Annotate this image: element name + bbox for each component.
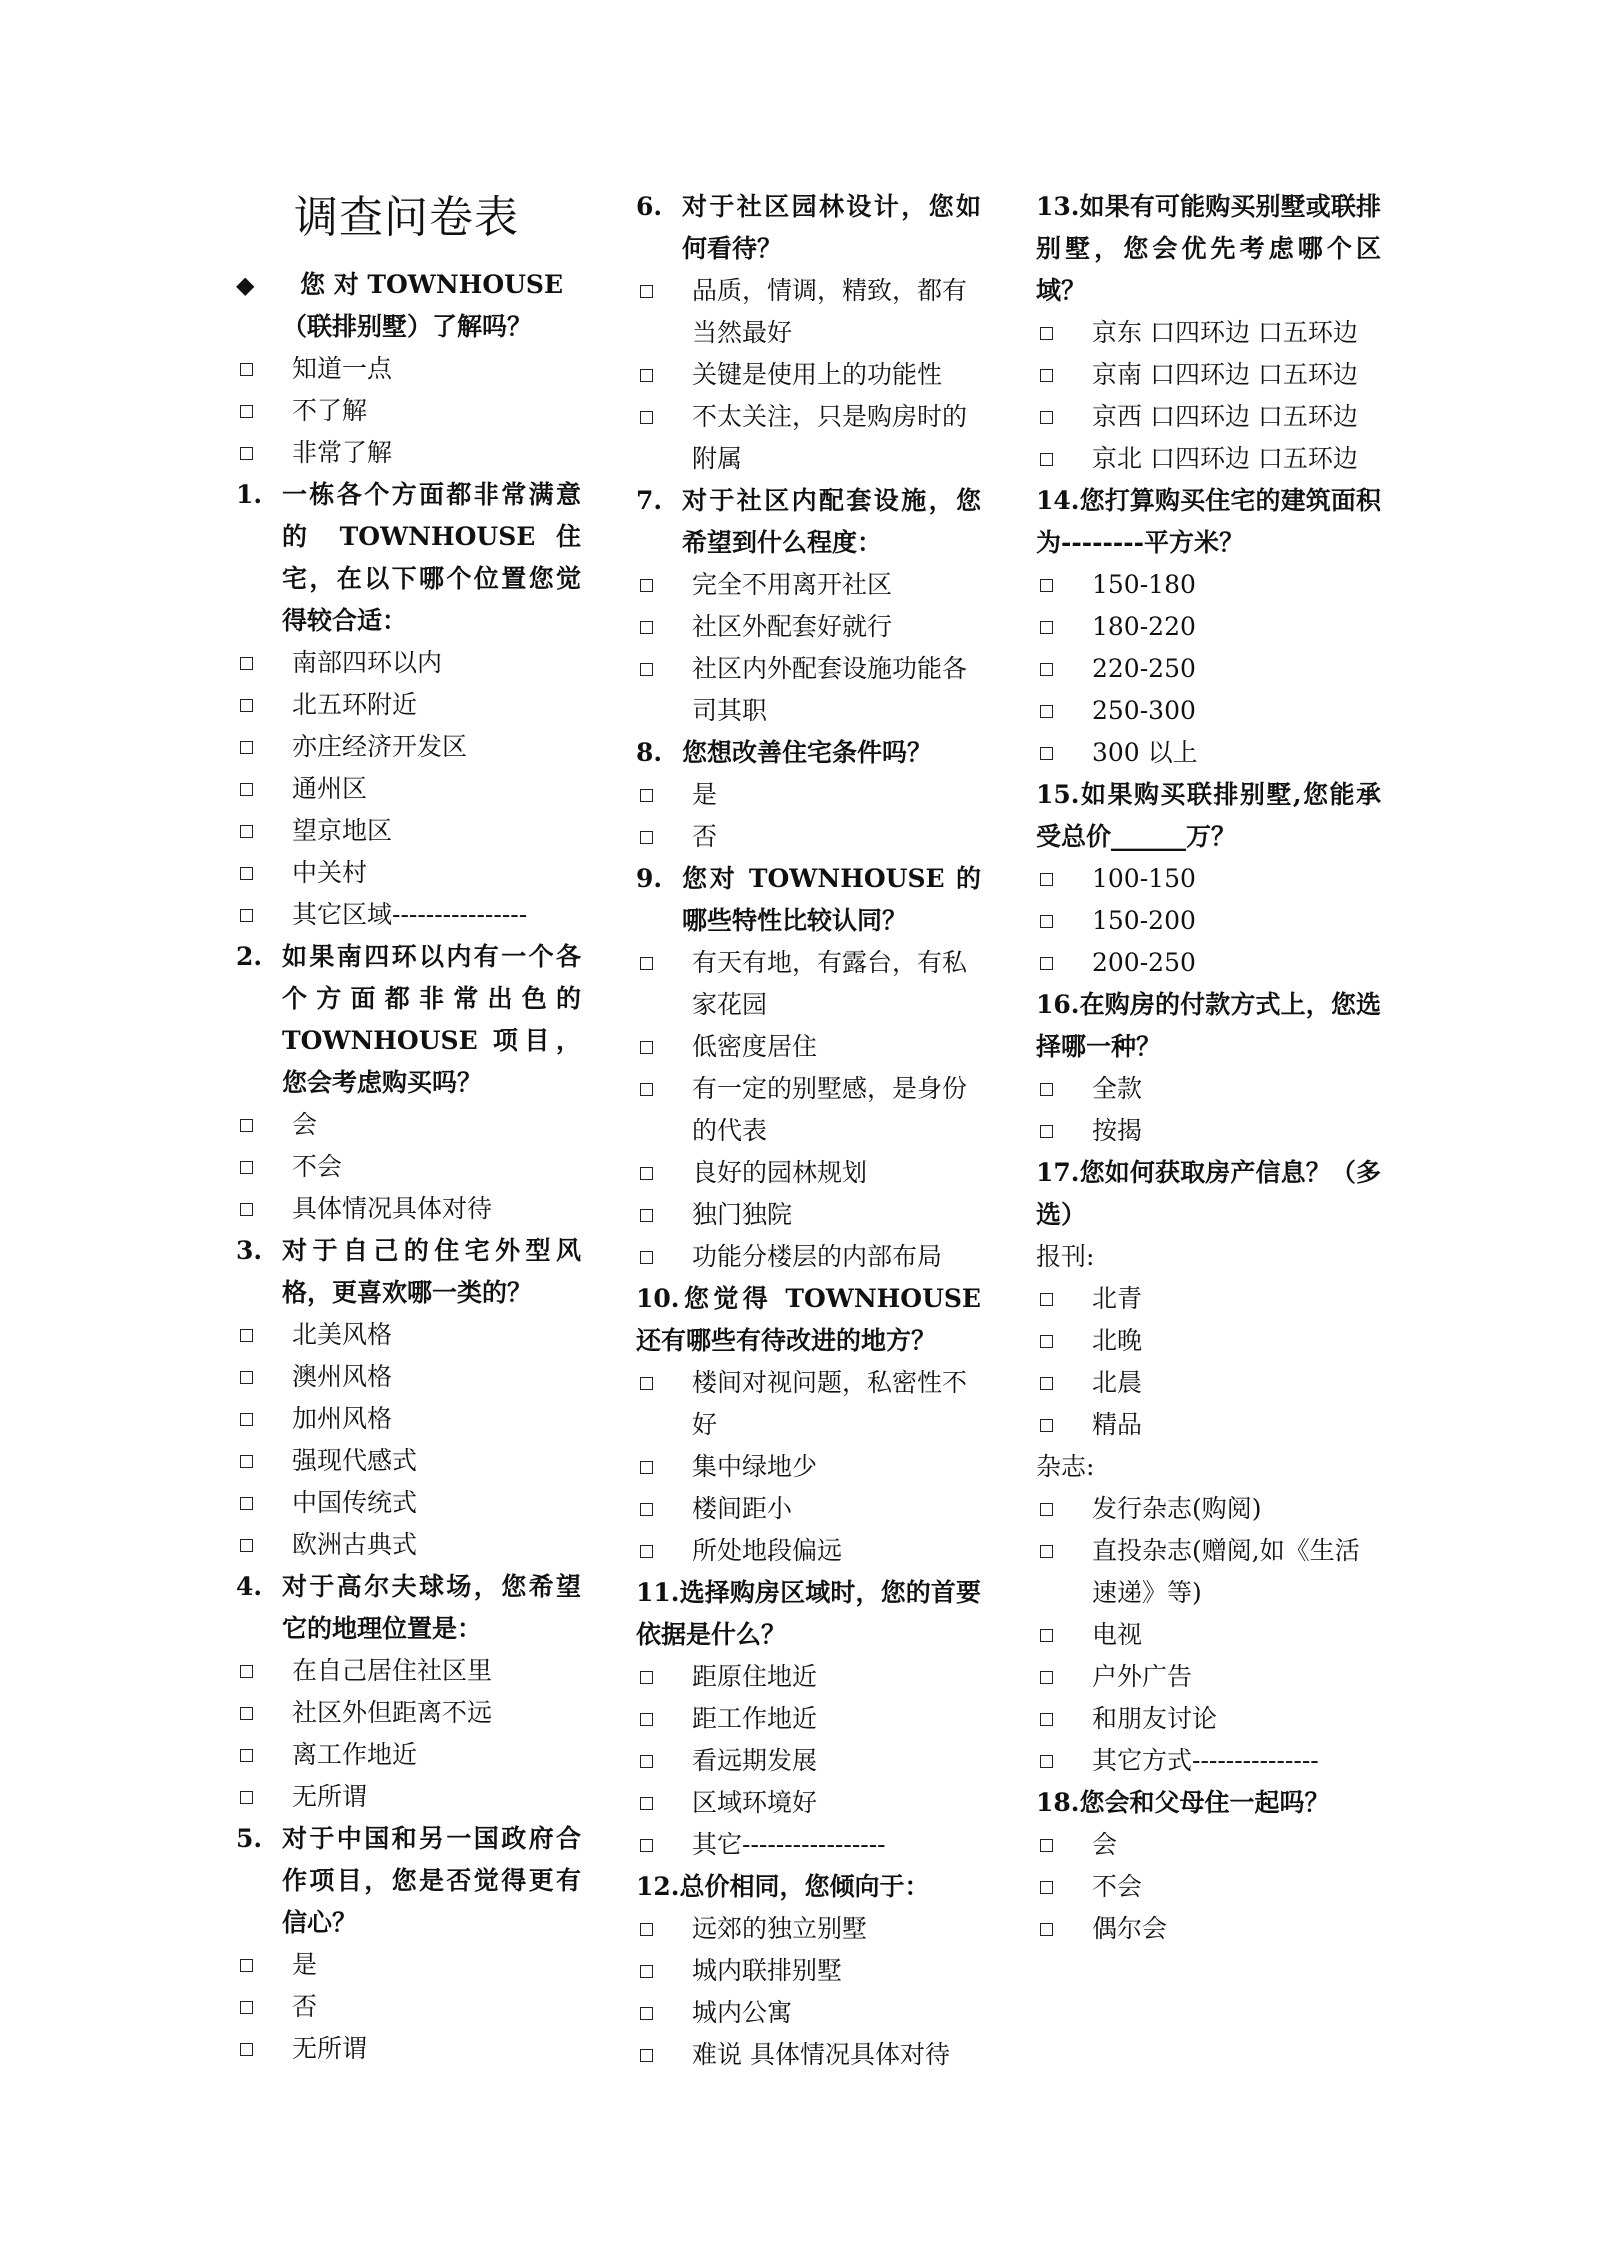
question-text: 17.您如何获取房产信息？（多选） [1036,1158,1381,1229]
option-item[interactable] [236,1524,581,1566]
option-item[interactable] [636,1950,981,1992]
option-item[interactable] [1036,1110,1381,1152]
option-item[interactable] [636,1530,981,1572]
option-item[interactable] [236,642,581,684]
option-item[interactable] [1036,942,1381,984]
option-item[interactable] [1036,1530,1381,1614]
question [1036,984,1381,1068]
question [1036,480,1381,564]
option-label: 是 [292,1950,318,1979]
option-label: 强现代感式 [292,1446,418,1475]
option-label: 150-200 [1092,906,1196,935]
checkbox-icon[interactable] [1036,1068,1092,1110]
checkbox-icon[interactable] [636,1740,692,1782]
option-label: 加州风格 [292,1404,393,1433]
option-label: 京东 口四环边 口五环边 [1092,318,1358,347]
checkbox-icon[interactable] [636,774,692,816]
option-label: 澳州风格 [292,1362,393,1391]
option-label: 北晨 [1092,1368,1143,1397]
option-item[interactable] [236,1734,581,1776]
option-item[interactable] [236,348,581,390]
checkbox-icon[interactable] [636,1068,692,1152]
checkbox-icon[interactable] [636,1992,692,2034]
option-label: 社区外配套好就行 [692,612,893,641]
option-item[interactable] [1036,1866,1381,1908]
option-label: 否 [692,822,718,851]
option-item[interactable] [1036,1404,1381,1446]
option-item[interactable] [236,768,581,810]
question-number: 2. [236,942,263,971]
option-label: 不太关注，只是购房时的附属 [692,402,968,473]
question-text: 您对 TOWNHOUSE 的哪些特性比较认同？ [682,864,981,935]
checkbox-icon[interactable] [1036,1404,1092,1446]
checkbox-icon[interactable] [236,432,292,474]
question-text: 一栋各个方面都非常满意的 TOWNHOUSE 住宅，在以下哪个位置您觉得较合适： [282,480,581,635]
checkbox-icon[interactable] [636,564,692,606]
option-item[interactable] [236,684,581,726]
option-label: 不会 [292,1152,343,1181]
checkbox-icon[interactable] [636,1488,692,1530]
checkbox-icon[interactable] [1036,1320,1092,1362]
option-label: 集中绿地少 [692,1452,818,1481]
option-label: 楼间对视问题，私密性不好 [692,1368,968,1439]
option-item[interactable] [636,1152,981,1194]
option-item[interactable] [1036,1068,1381,1110]
option-item[interactable] [636,1362,981,1446]
checkbox-icon[interactable] [1036,564,1092,606]
option-label: 会 [1092,1830,1118,1859]
question-number: 9. [636,864,663,893]
option-label: 具体情况具体对待 [292,1194,493,1223]
checkbox-icon[interactable] [636,1446,692,1488]
option-label: 200-250 [1092,948,1196,977]
checkbox-icon[interactable] [236,348,292,390]
option-item[interactable] [236,1440,581,1482]
checkbox-icon[interactable] [636,816,692,858]
option-label: 距工作地近 [692,1704,818,1733]
option-item[interactable] [1036,1656,1381,1698]
option-item[interactable] [236,1692,581,1734]
option-label: 会 [292,1110,318,1139]
option-label: 其它----------------- [692,1830,886,1859]
option-item[interactable] [636,1824,981,1866]
checkbox-icon[interactable] [636,1026,692,1068]
question-text: 对于自己的住宅外型风格，更喜欢哪一类的？ [282,1236,581,1307]
option-item[interactable] [236,810,581,852]
question [1036,1782,1381,1824]
option-item[interactable] [236,390,581,432]
option-item[interactable] [1036,732,1381,774]
question-text: 11.选择购房区域时，您的首要依据是什么？ [636,1578,981,1649]
option-item[interactable] [1036,1614,1381,1656]
checkbox-icon[interactable] [236,684,292,726]
question-text: 如果南四环以内有一个各个方面都非常出色的 TOWNHOUSE 项目，您会考虑购买吗？ [282,942,581,1097]
checkbox-icon[interactable] [1036,1824,1092,1866]
option-item[interactable] [1036,1908,1381,1950]
option-label: 望京地区 [292,816,393,845]
checkbox-icon[interactable] [1036,1530,1092,1614]
option-item[interactable] [636,606,981,648]
checkbox-icon[interactable] [1036,1740,1092,1782]
checkbox-icon[interactable] [236,2028,292,2070]
option-item[interactable] [1036,606,1381,648]
option-label: 区域环境好 [692,1788,818,1817]
question-number: 3. [236,1236,263,1265]
question [236,474,581,642]
question-text: 对于高尔夫球场，您希望它的地理位置是： [282,1572,581,1643]
option-label: 全款 [1092,1074,1143,1103]
question-number: 8. [636,738,663,767]
question-text: 您想改善住宅条件吗？ [682,738,933,767]
question [636,858,981,942]
option-label: 远郊的独立别墅 [692,1914,868,1943]
option-label: 距原住地近 [692,1662,818,1691]
question [636,186,981,270]
checkbox-icon[interactable] [236,1146,292,1188]
option-label: 亦庄经济开发区 [292,732,468,761]
option-label: 完全不用离开社区 [692,570,893,599]
checkbox-icon[interactable] [236,390,292,432]
question-text: 10.您觉得 TOWNHOUSE 还有哪些有待改进的地方？ [636,1284,981,1355]
checkbox-icon[interactable] [236,768,292,810]
option-label: 低密度居住 [692,1032,818,1061]
option-item[interactable] [236,1356,581,1398]
option-item[interactable] [636,564,981,606]
option-item[interactable] [636,1908,981,1950]
option-label: 看远期发展 [692,1746,818,1775]
question [236,264,581,348]
checkbox-icon[interactable] [1036,438,1092,480]
option-label: 有天有地，有露台，有私家花园 [692,948,968,1019]
question-text: 16.在购房的付款方式上，您选择哪一种？ [1036,990,1381,1061]
option-item[interactable] [636,1782,981,1824]
question-text: 18.您会和父母住一起吗？ [1036,1788,1330,1817]
checkbox-icon[interactable] [636,1950,692,1992]
checkbox-icon[interactable] [1036,900,1092,942]
option-item[interactable] [236,1314,581,1356]
checkbox-icon[interactable] [636,648,692,732]
option-item[interactable] [1036,438,1381,480]
option-item[interactable] [1036,1824,1381,1866]
checkbox-icon[interactable] [236,1314,292,1356]
question [236,1818,581,1944]
checkbox-icon[interactable] [236,1482,292,1524]
question-number: 7. [636,486,663,515]
checkbox-icon[interactable] [636,1152,692,1194]
option-label: 北美风格 [292,1320,393,1349]
question-text: 15.如果购买联排别墅,您能承受总价______万？ [1036,780,1381,851]
column-2 [636,186,981,2076]
checkbox-icon[interactable] [1036,1908,1092,1950]
option-item[interactable] [236,1398,581,1440]
question [236,936,581,1104]
checkbox-icon[interactable] [1036,942,1092,984]
option-label: 发行杂志(购阅) [1092,1494,1262,1523]
option-item[interactable] [1036,1362,1381,1404]
question-text: 您 对 TOWNHOUSE （联排别墅）了解吗？ [282,270,564,341]
option-label: 在自己居住社区里 [292,1656,493,1685]
option-label: 180-220 [1092,612,1196,641]
option-item[interactable] [236,1650,581,1692]
option-label: 户外广告 [1092,1662,1193,1691]
option-label: 中国传统式 [292,1488,418,1517]
option-item[interactable] [636,1992,981,2034]
option-label: 功能分楼层的内部布局 [692,1242,943,1271]
option-label: 220-250 [1092,654,1196,683]
option-label: 城内公寓 [692,1998,793,2027]
question [636,732,981,774]
option-label: 是 [692,780,718,809]
option-item[interactable] [636,1446,981,1488]
option-label: 直投杂志(赠阅,如《生活速递》等) [1092,1536,1360,1607]
checkbox-icon[interactable] [236,1104,292,1146]
checkbox-icon[interactable] [236,1524,292,1566]
question [636,1278,981,1362]
group-label: 报刊: [1036,1242,1095,1271]
option-label: 否 [292,1992,318,2021]
option-label: 100-150 [1092,864,1196,893]
option-label: 300 以上 [1092,738,1198,767]
option-item[interactable] [236,894,581,936]
option-item[interactable] [636,648,981,732]
checkbox-icon[interactable] [236,1692,292,1734]
option-item[interactable] [636,816,981,858]
checkbox-icon[interactable] [1036,690,1092,732]
checkbox-icon[interactable] [1036,1614,1092,1656]
checkbox-icon[interactable] [636,1824,692,1866]
checkbox-icon[interactable] [636,270,692,354]
checkbox-icon[interactable] [1036,354,1092,396]
checkbox-icon[interactable] [636,1362,692,1446]
option-label: 所处地段偏远 [692,1536,843,1565]
option-item[interactable] [636,942,981,1026]
option-label: 难说 具体情况具体对待 [692,2040,950,2069]
question-number: 6. [636,192,663,221]
option-item[interactable] [236,432,581,474]
checkbox-icon[interactable] [636,1908,692,1950]
option-label: 不会 [1092,1872,1143,1901]
checkbox-icon[interactable] [236,1776,292,1818]
checkbox-icon[interactable] [1036,1278,1092,1320]
option-label: 通州区 [292,774,368,803]
option-label: 和朋友讨论 [1092,1704,1218,1733]
checkbox-icon[interactable] [1036,1656,1092,1698]
checkbox-icon[interactable] [1036,1110,1092,1152]
checkbox-icon[interactable] [236,1944,292,1986]
option-label: 中关村 [292,858,368,887]
option-item[interactable] [636,1068,981,1152]
option-item[interactable] [236,1986,581,2028]
checkbox-icon[interactable] [1036,396,1092,438]
question [636,480,981,564]
option-label: 按揭 [1092,1116,1143,1145]
option-label: 北青 [1092,1284,1143,1313]
option-item[interactable] [236,1482,581,1524]
checkbox-icon[interactable] [236,1356,292,1398]
option-item[interactable] [236,726,581,768]
group-label: 杂志: [1036,1452,1095,1481]
checkbox-icon[interactable] [1036,1698,1092,1740]
option-item[interactable] [236,1104,581,1146]
option-item[interactable] [1036,354,1381,396]
option-item[interactable] [1036,690,1381,732]
option-item[interactable] [1036,1488,1381,1530]
option-item[interactable] [1036,648,1381,690]
option-item[interactable] [236,1188,581,1230]
question [636,1572,981,1656]
column-3 [1036,186,1381,1950]
column-1 [236,186,581,2070]
checkbox-icon[interactable] [236,1188,292,1230]
question-text: 对于中国和另一国政府合作项目，您是否觉得更有信心？ [282,1824,581,1937]
checkbox-icon[interactable] [236,642,292,684]
option-item[interactable] [636,1026,981,1068]
question-text: 对于社区园林设计，您如何看待？ [682,192,981,263]
option-label: 无所谓 [292,2034,368,2063]
page-title: 调查问卷表 [294,192,519,243]
option-item[interactable] [636,270,981,354]
question-text: 14.您打算购买住宅的建筑面积为--------平方米？ [1036,486,1381,557]
question [236,1566,581,1650]
option-item[interactable] [1036,312,1381,354]
checkbox-icon[interactable] [236,726,292,768]
checkbox-icon[interactable] [1036,648,1092,690]
option-item[interactable] [636,774,981,816]
option-item[interactable] [236,1776,581,1818]
question-text: 13.如果有可能购买别墅或联排别墅，您会优先考虑哪个区域？ [1036,192,1381,305]
option-label: 偶尔会 [1092,1914,1168,1943]
option-label: 京南 口四环边 口五环边 [1092,360,1358,389]
option-item[interactable] [636,1194,981,1236]
checkbox-icon[interactable] [636,942,692,1026]
option-label: 其它方式--------------- [1092,1746,1319,1775]
option-item[interactable] [636,1698,981,1740]
checkbox-icon[interactable] [236,1986,292,2028]
question [1036,774,1381,858]
option-item[interactable] [1036,396,1381,438]
question-text: 对于社区内配套设施，您希望到什么程度： [682,486,981,557]
option-label: 有一定的别墅感，是身份的代表 [692,1074,968,1145]
checkbox-icon[interactable] [1036,732,1092,774]
checkbox-icon[interactable] [636,1194,692,1236]
option-label: 社区外但距离不远 [292,1698,493,1727]
checkbox-icon[interactable] [636,2034,692,2076]
option-item[interactable] [236,1944,581,1986]
option-label: 精品 [1092,1410,1143,1439]
checkbox-icon[interactable] [1036,1488,1092,1530]
option-item[interactable] [636,2034,981,2076]
option-label: 京西 口四环边 口五环边 [1092,402,1358,431]
option-label: 北晚 [1092,1326,1143,1355]
checkbox-icon[interactable] [636,1782,692,1824]
option-label: 250-300 [1092,696,1196,725]
option-item[interactable] [636,1488,981,1530]
option-item[interactable] [636,396,981,480]
option-item[interactable] [1036,900,1381,942]
checkbox-icon[interactable] [236,1398,292,1440]
option-item[interactable] [236,2028,581,2070]
option-label: 城内联排别墅 [692,1956,843,1985]
checkbox-icon[interactable] [1036,312,1092,354]
option-label: 南部四环以内 [292,648,443,677]
checkbox-icon[interactable] [236,1734,292,1776]
option-item[interactable] [1036,1278,1381,1320]
option-item[interactable] [1036,1320,1381,1362]
question [1036,1152,1381,1236]
question [236,1230,581,1314]
checkbox-icon[interactable] [636,1236,692,1278]
option-item[interactable] [636,1236,981,1278]
question-number: 1. [236,480,263,509]
checkbox-icon[interactable] [636,1530,692,1572]
option-item[interactable] [636,1656,981,1698]
checkbox-icon[interactable] [1036,1362,1092,1404]
option-label: 知道一点 [292,354,393,383]
option-item[interactable] [636,1740,981,1782]
checkbox-icon[interactable] [636,354,692,396]
option-label: 不了解 [292,396,368,425]
option-label: 非常了解 [292,438,393,467]
checkbox-icon[interactable] [1036,1866,1092,1908]
option-label: 无所谓 [292,1782,368,1811]
option-label: 良好的园林规划 [692,1158,868,1187]
option-label: 其它区域---------------- [292,900,528,929]
option-item[interactable] [636,354,981,396]
checkbox-icon[interactable] [236,894,292,936]
option-item[interactable] [1036,1740,1381,1782]
checkbox-icon[interactable] [1036,606,1092,648]
option-item[interactable] [236,852,581,894]
option-label: 电视 [1092,1620,1143,1649]
option-label: 150-180 [1092,570,1196,599]
option-item[interactable] [236,1146,581,1188]
checkbox-icon[interactable] [236,1440,292,1482]
option-label: 京北 口四环边 口五环边 [1092,444,1358,473]
checkbox-icon[interactable] [236,852,292,894]
checkbox-icon[interactable] [236,1650,292,1692]
checkbox-icon[interactable] [636,606,692,648]
option-label: 楼间距小 [692,1494,793,1523]
option-label: 离工作地近 [292,1740,418,1769]
question-number: 5. [236,1824,263,1853]
question-number: 4. [236,1572,263,1601]
question [636,1866,981,1908]
option-item[interactable] [1036,858,1381,900]
option-label: 社区内外配套设施功能各司其职 [692,654,968,725]
checkbox-icon[interactable] [636,396,692,480]
question-text: 12.总价相同，您倾向于： [636,1872,930,1901]
checkbox-icon[interactable] [236,810,292,852]
checkbox-icon[interactable] [636,1656,692,1698]
option-label: 独门独院 [692,1200,793,1229]
option-item[interactable] [1036,1698,1381,1740]
diamond-bullet-icon: ◆ [236,270,255,299]
option-label: 北五环附近 [292,690,418,719]
checkbox-icon[interactable] [1036,858,1092,900]
checkbox-icon[interactable] [636,1698,692,1740]
option-label: 品质，情调，精致，都有当然最好 [692,276,968,347]
option-label: 欧洲古典式 [292,1530,418,1559]
option-item[interactable] [1036,564,1381,606]
option-label: 关键是使用上的功能性 [692,360,943,389]
question [1036,186,1381,312]
